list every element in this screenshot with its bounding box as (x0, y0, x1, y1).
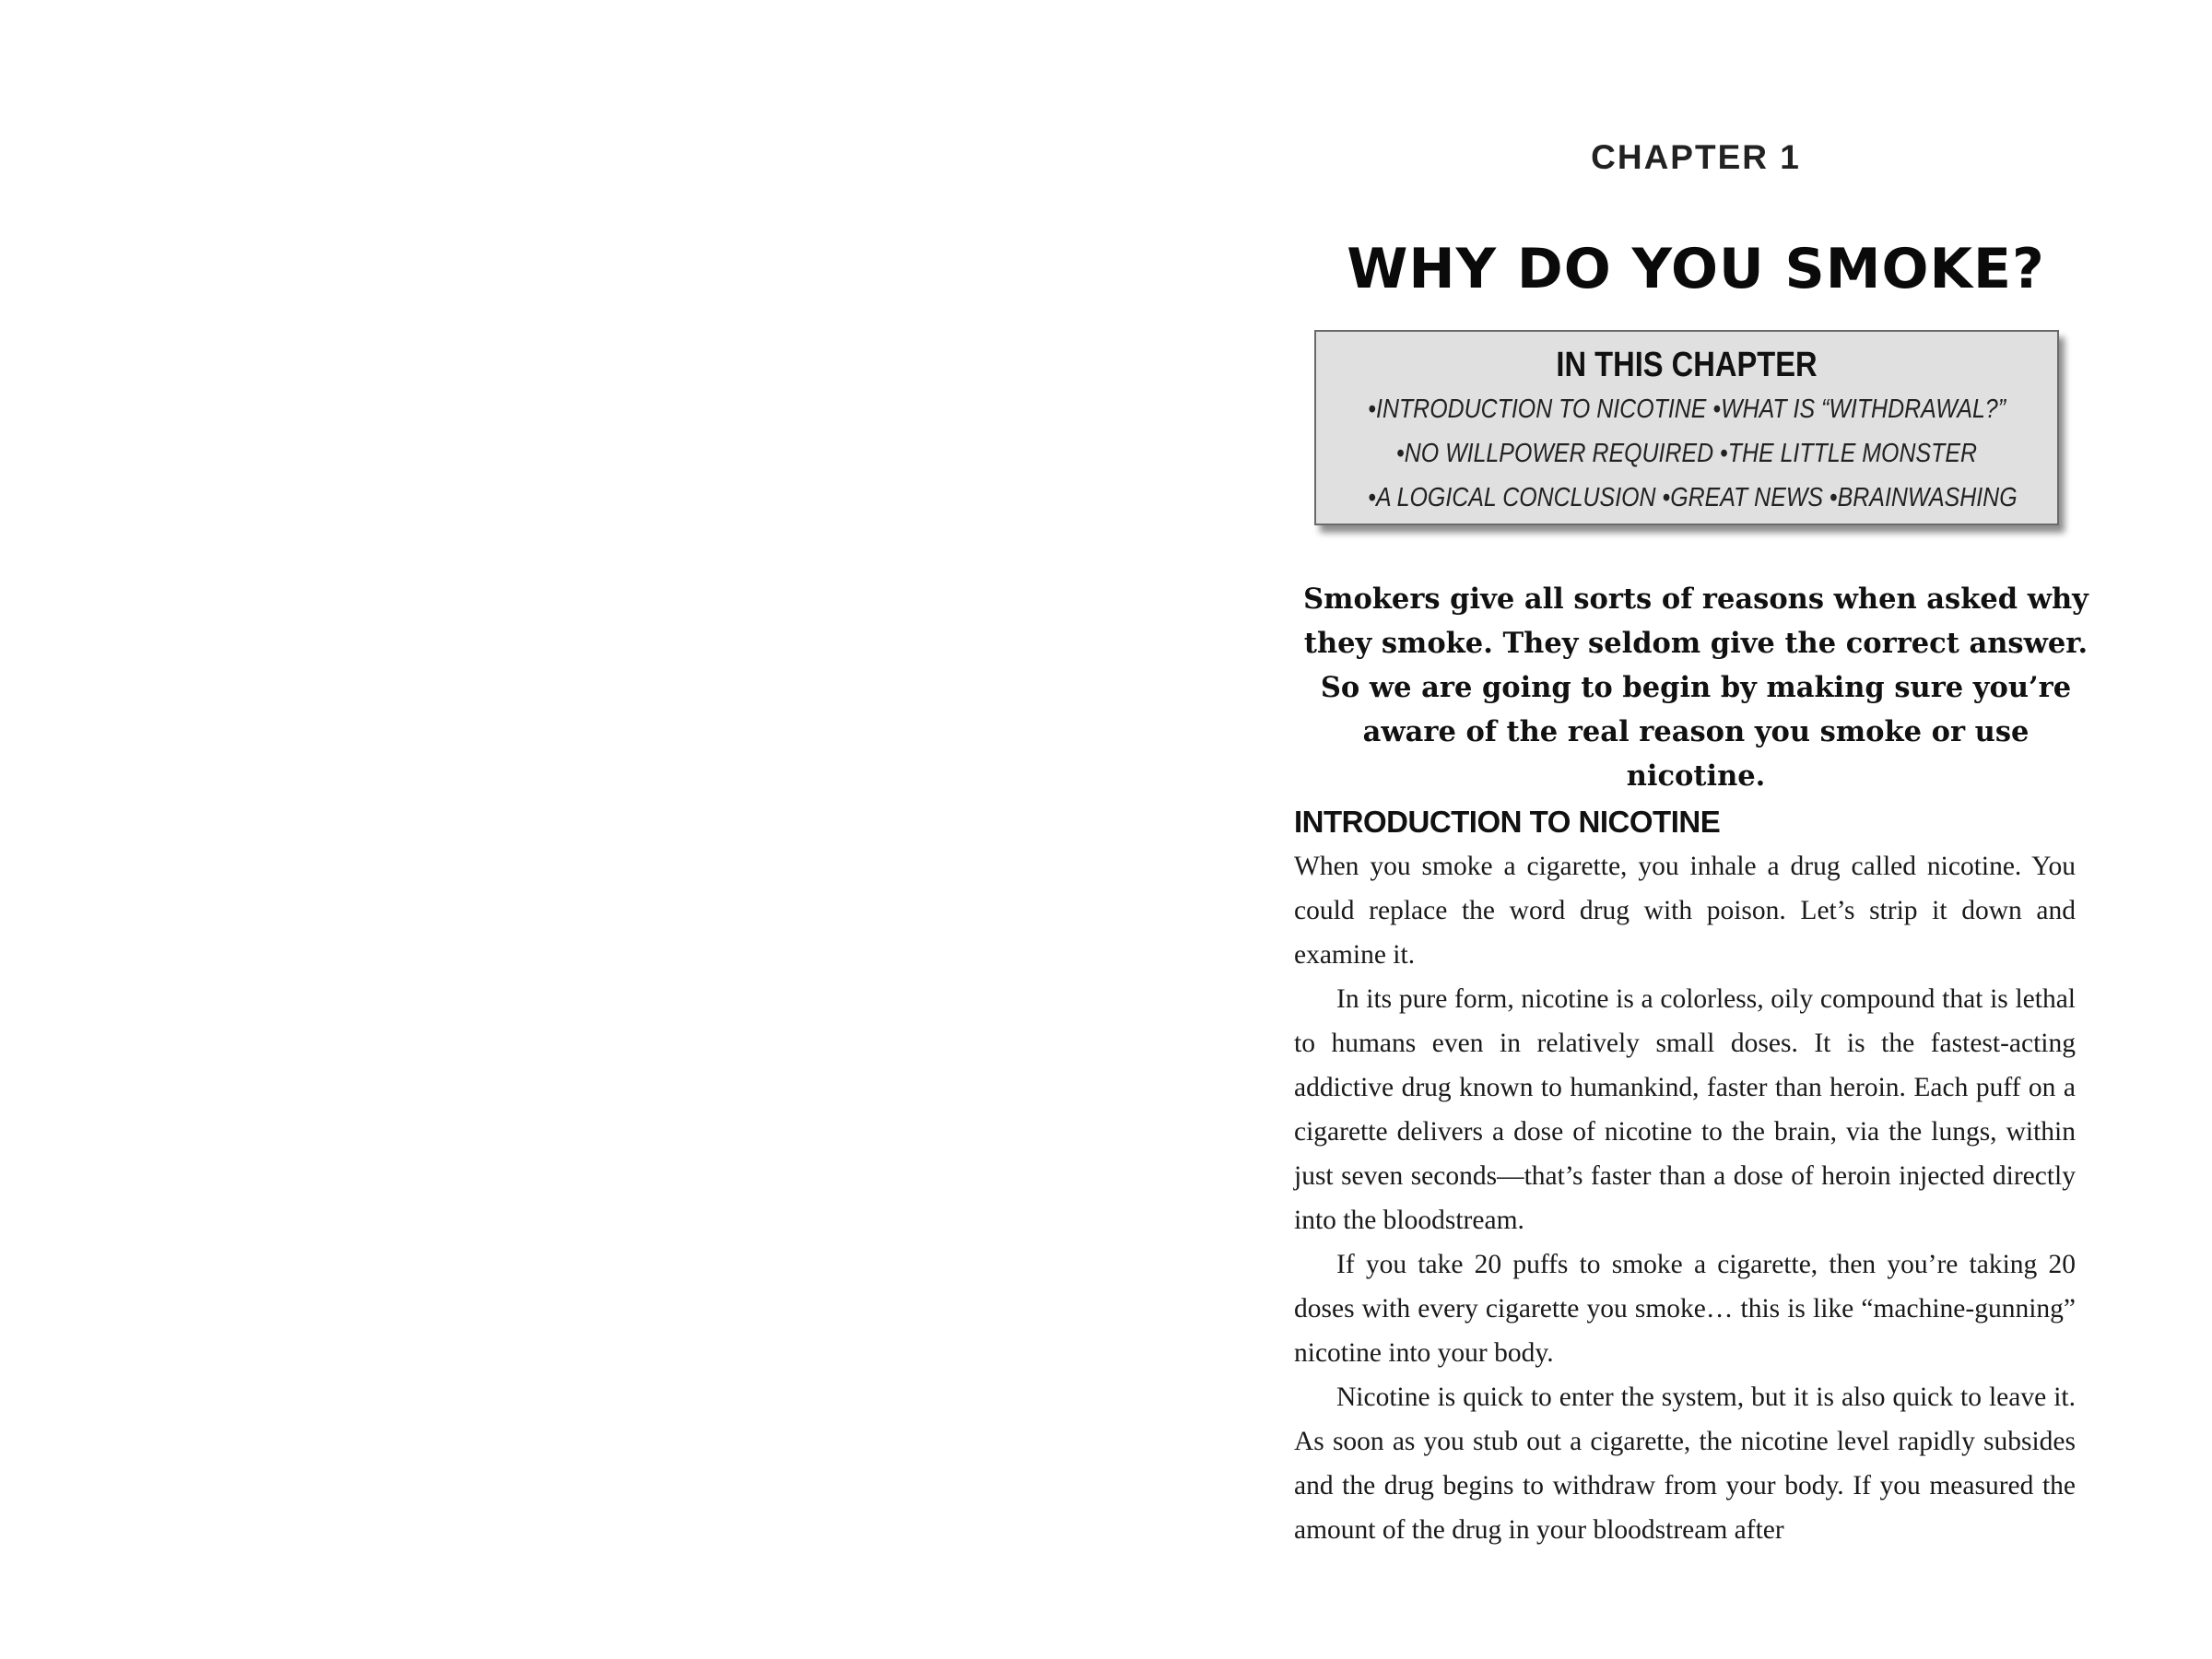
section-heading: INTRODUCTION TO NICOTINE (1294, 805, 1721, 839)
chapter-title: WHY DO YOU SMOKE? (1347, 237, 2045, 301)
topic-line: •NO WILLPOWER REQUIRED •THE LITTLE MONSTER (1396, 439, 1977, 468)
body-text (1294, 844, 2076, 1552)
topic-line: •INTRODUCTION TO NICOTINE •WHAT IS “WITHDRAWAL?” (1368, 394, 2006, 424)
body-paragraph: When you smoke a cigarette, you inhale a drug called nicotine. You could replace the word drug with poison. Let’s strip it down and examine it. (1294, 852, 2076, 970)
body-paragraph: If you take 20 puffs to smoke a cigarette, then you’re taking 20 doses with every cigarette you smoke… this is like “machine-gunning” nicotine into your body. (1294, 1250, 2076, 1368)
chapter-label: CHAPTER 1 (1591, 138, 1801, 176)
intro-paragraph: Smokers give all sorts of reasons when asked why they smoke. They seldom give the correct answer. So we are going to begin by making sure you’re aware of the real reason you smoke or use nicotine. (1303, 582, 2088, 793)
topic-line: •A LOGICAL CONCLUSION •GREAT NEWS •BRAINWASHING (1368, 483, 2018, 512)
body-paragraph: Nicotine is quick to enter the system, but it is also quick to leave it. As soon as you stub out a cigarette, the nicotine level rapidly subsides and the drug begins to withdraw from your body. If you measured the amount of the drug in your bloodstream after (1294, 1382, 2076, 1545)
body-paragraph: In its pure form, nicotine is a colorless, oily compound that is lethal to humans even in relatively small doses. It is the fastest-acting addictive drug known to humankind, faster than heroin. Each puff on a cigarette delivers a dose of nicotine to the brain, via the lungs, within just seven seconds—that’s faster than a dose of heroin injected directly into the bloodstream. (1294, 984, 2076, 1235)
in-this-chapter-box (1314, 330, 2059, 525)
topic-list (1368, 387, 2018, 520)
box-heading: IN THIS CHAPTER (1556, 346, 1818, 384)
